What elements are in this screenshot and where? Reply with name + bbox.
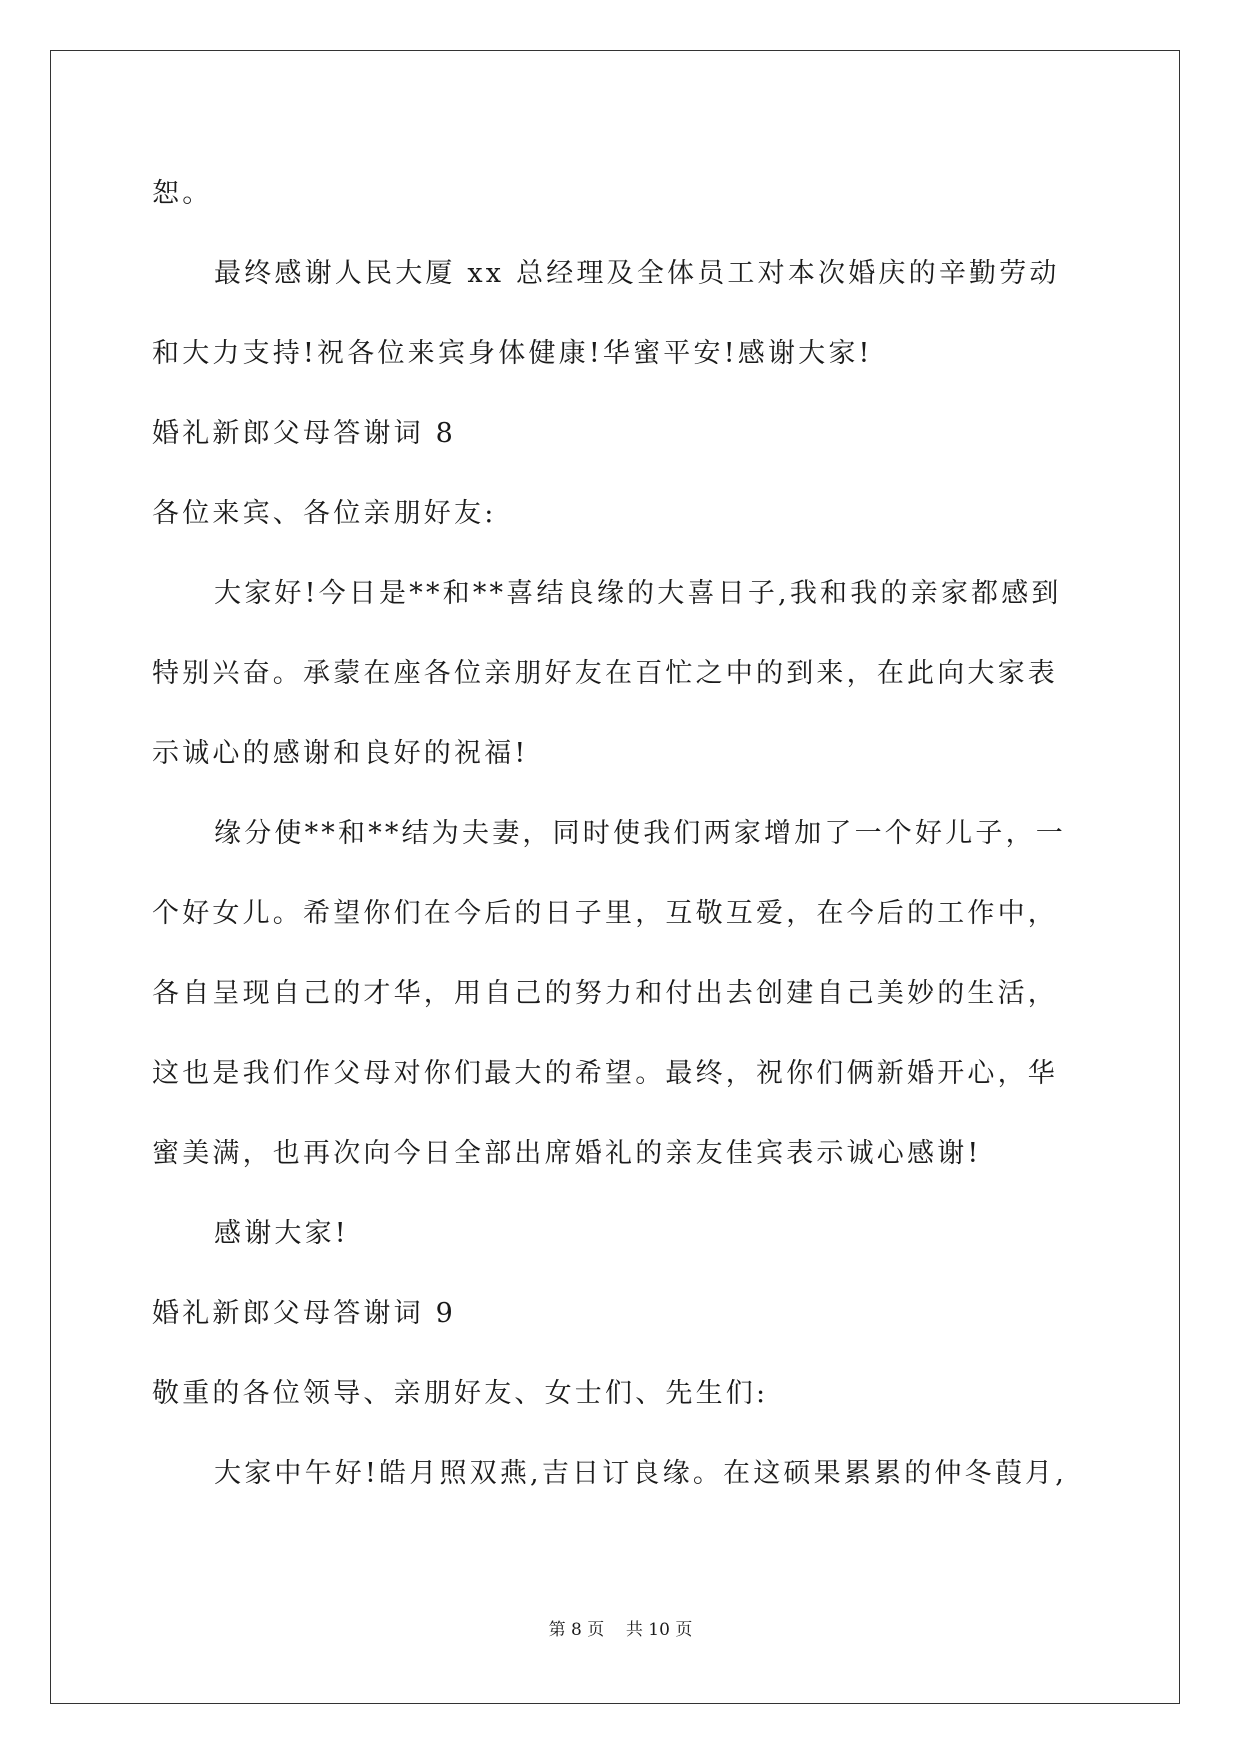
salutation-8: 各位来宾、各位亲朋好友: — [152, 498, 497, 529]
text-line-3: 和大力支持!祝各位来宾身体健康!华蜜平安!感谢大家! — [152, 338, 873, 369]
text-line-10: 个好女儿。希望你们在今后的日子里，互敬互爱，在今后的工作中， — [152, 898, 1058, 929]
text-line-1: 恕。 — [152, 178, 213, 209]
text-line-9: 缘分使**和**结为夫妻，同时使我们两家增加了一个好儿子，一 — [214, 818, 1066, 849]
text-line-7: 特别兴奋。承蒙在座各位亲朋好友在百忙之中的到来，在此向大家表 — [152, 658, 1058, 689]
text-line-14: 感谢大家! — [214, 1218, 349, 1249]
text-line-8: 示诚心的感谢和良好的祝福! — [152, 738, 529, 769]
section-heading-9: 婚礼新郎父母答谢词 9 — [152, 1298, 456, 1329]
page-footer: 第 8 页 共 10 页 — [548, 1620, 693, 1640]
text-line-6: 大家好!今日是**和**喜结良缘的大喜日子,我和我的亲家都感到 — [214, 578, 1062, 609]
section-heading-8: 婚礼新郎父母答谢词 8 — [152, 418, 456, 449]
text-line-2: 最终感谢人民大厦 xx 总经理及全体员工对本次婚庆的辛勤劳动 — [214, 258, 1060, 289]
text-line-13: 蜜美满，也再次向今日全部出席婚礼的亲友佳宾表示诚心感谢! — [152, 1138, 982, 1169]
text-line-12: 这也是我们作父母对你们最大的希望。最终，祝你们俩新婚开心，华 — [152, 1058, 1058, 1089]
text-line-17: 大家中午好!皓月照双燕,吉日订良缘。在这硕果累累的仲冬葭月, — [214, 1458, 1068, 1489]
text-line-11: 各自呈现自己的才华，用自己的努力和付出去创建自己美妙的生活， — [152, 978, 1058, 1009]
salutation-9: 敬重的各位领导、亲朋好友、女士们、先生们: — [152, 1378, 769, 1409]
